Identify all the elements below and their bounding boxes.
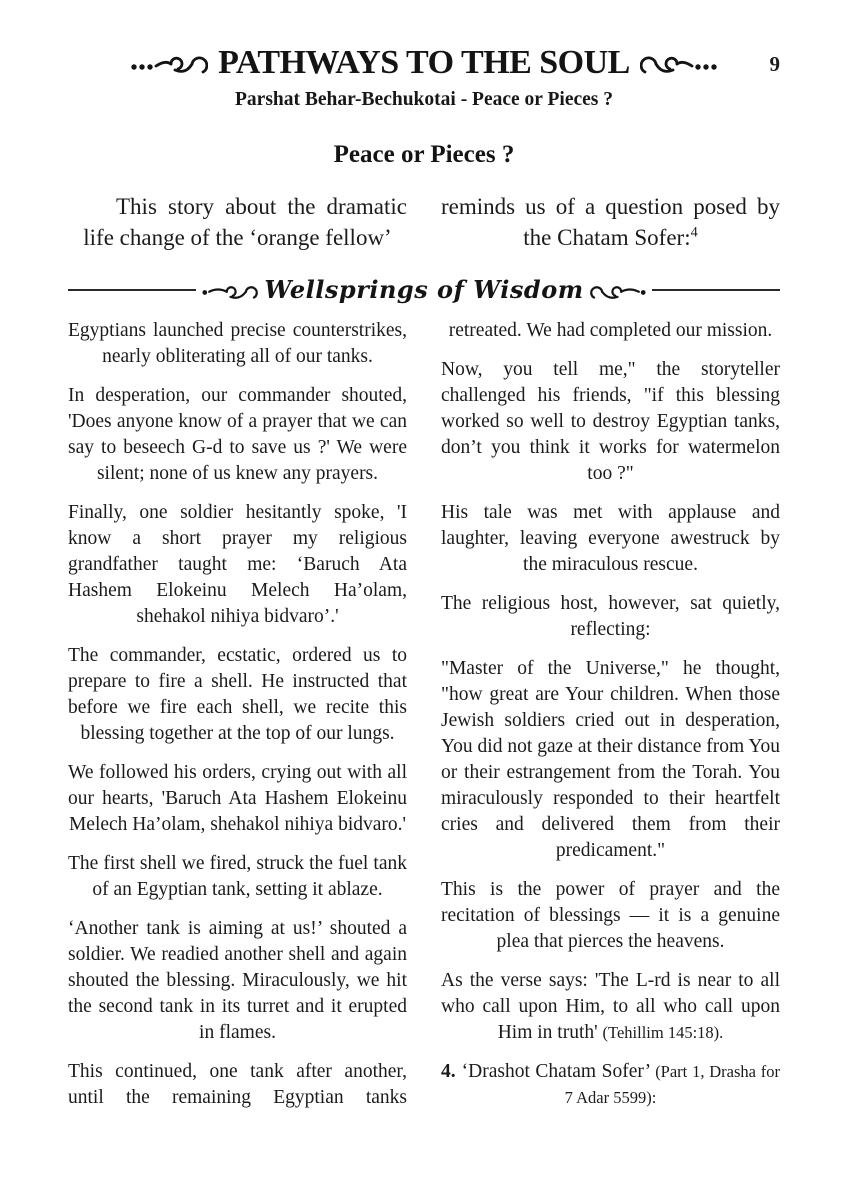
- page-header: [68, 44, 780, 111]
- story-paragraph: Finally, one soldier hesitantly spoke, 'I know a short prayer my religious grandfather taught me: ‘Baruch Ata Hashem Elokeinu Melech Ha’olam, shehakol nihiya bidvaro’.': [68, 502, 407, 627]
- story-paragraph: The commander, ecstatic, ordered us to prepare to fire a shell. He instructed that before we fire each shell, we recite this blessing together at the top of our lungs.: [68, 645, 407, 744]
- footnote-reference: 4: [690, 224, 698, 241]
- divider-flourish-icon: [590, 280, 648, 302]
- footnote-detail: (Part 1, Drasha for 7 Adar 5599):: [564, 1062, 781, 1107]
- divider-flourish-icon: [200, 280, 258, 302]
- divider-rule: [68, 289, 196, 291]
- story-paragraph: The religious host, however, sat quietly, reflecting:: [441, 593, 780, 640]
- article-heading: Peace or Pieces ?: [333, 141, 515, 168]
- flourish-scroll-icon: [640, 48, 718, 78]
- page-title: PATHWAYS TO THE SOUL: [218, 44, 630, 81]
- left-column: [68, 318, 407, 1124]
- verse-text: As the verse says: 'The L-rd is near to all who call upon Him, to all who call upon Him in truth': [441, 970, 780, 1043]
- story-paragraph: We followed his orders, crying out with all our hearts, 'Baruch Ata Hashem Elokeinu Melech Ha’olam, shehakol nihiya bidvaro.': [68, 762, 407, 835]
- page-subtitle: Parshat Behar-Bechukotai - Peace or Pieces ?: [235, 89, 613, 110]
- story-paragraph: ‘Another tank is aiming at us!’ shouted a soldier. We readied another shell and again shouted the blessing. Miraculously, we hit the second tank in its turret and it erupted in flames.: [68, 918, 407, 1043]
- intro-section: [68, 191, 780, 253]
- story-paragraph: His tale was met with applause and laughter, leaving everyone awestruck by the miraculous rescue.: [441, 502, 780, 575]
- divider-title: Wellsprings of Wisdom: [264, 275, 584, 304]
- verse-citation: (Tehillim 145:18).: [602, 1023, 724, 1042]
- masthead: [68, 44, 780, 83]
- section-divider: [68, 275, 780, 304]
- intro-right-paragraph: [441, 191, 780, 253]
- verse-paragraph: [441, 968, 780, 1046]
- story-body: [68, 318, 780, 1124]
- flourish-scroll-icon: [130, 48, 208, 78]
- intro-left-paragraph: This story about the dramatic life change of the ‘orange fellow’: [83, 194, 407, 250]
- story-paragraph: This continued, one tank after another, until the remaining Egyptian tanks: [68, 1061, 407, 1108]
- story-paragraph: In desperation, our commander shouted, 'Does anyone know of a prayer that we can say to beseech G-d to save us ?' We were silent; none of us knew any prayers.: [68, 385, 407, 484]
- divider-rule: [652, 289, 780, 291]
- story-paragraph: The first shell we fired, struck the fuel tank of an Egyptian tank, setting it ablaze.: [68, 853, 407, 900]
- story-paragraph: Now, you tell me," the storyteller challenged his friends, "if this blessing worked so well to destroy Egyptian tanks, don’t you think it works for watermelon too ?": [441, 359, 780, 484]
- footnote: [441, 1059, 780, 1111]
- footnote-title: ‘Drashot Chatam Sofer’: [461, 1061, 650, 1082]
- story-paragraph: retreated. We had completed our mission.: [448, 320, 773, 341]
- intro-right-text: reminds us of a question posed by the Chatam Sofer:: [441, 194, 780, 250]
- footnote-number: 4.: [441, 1061, 456, 1082]
- story-paragraph: This is the power of prayer and the recitation of blessings — it is a genuine plea that pierces the heavens.: [441, 879, 780, 952]
- story-paragraph: Egyptians launched precise counterstrikes, nearly obliterating all of our tanks.: [68, 320, 407, 367]
- story-paragraph: "Master of the Universe," he thought, "how great are Your children. When those Jewish soldiers cried out in desperation, You did not gaze at their distance from You or their estrangement from the Torah. You miraculously responded to their heartfelt cries and delivered them from their predicament.": [441, 658, 780, 861]
- page-number: 9: [769, 52, 780, 76]
- right-column: [441, 318, 780, 1124]
